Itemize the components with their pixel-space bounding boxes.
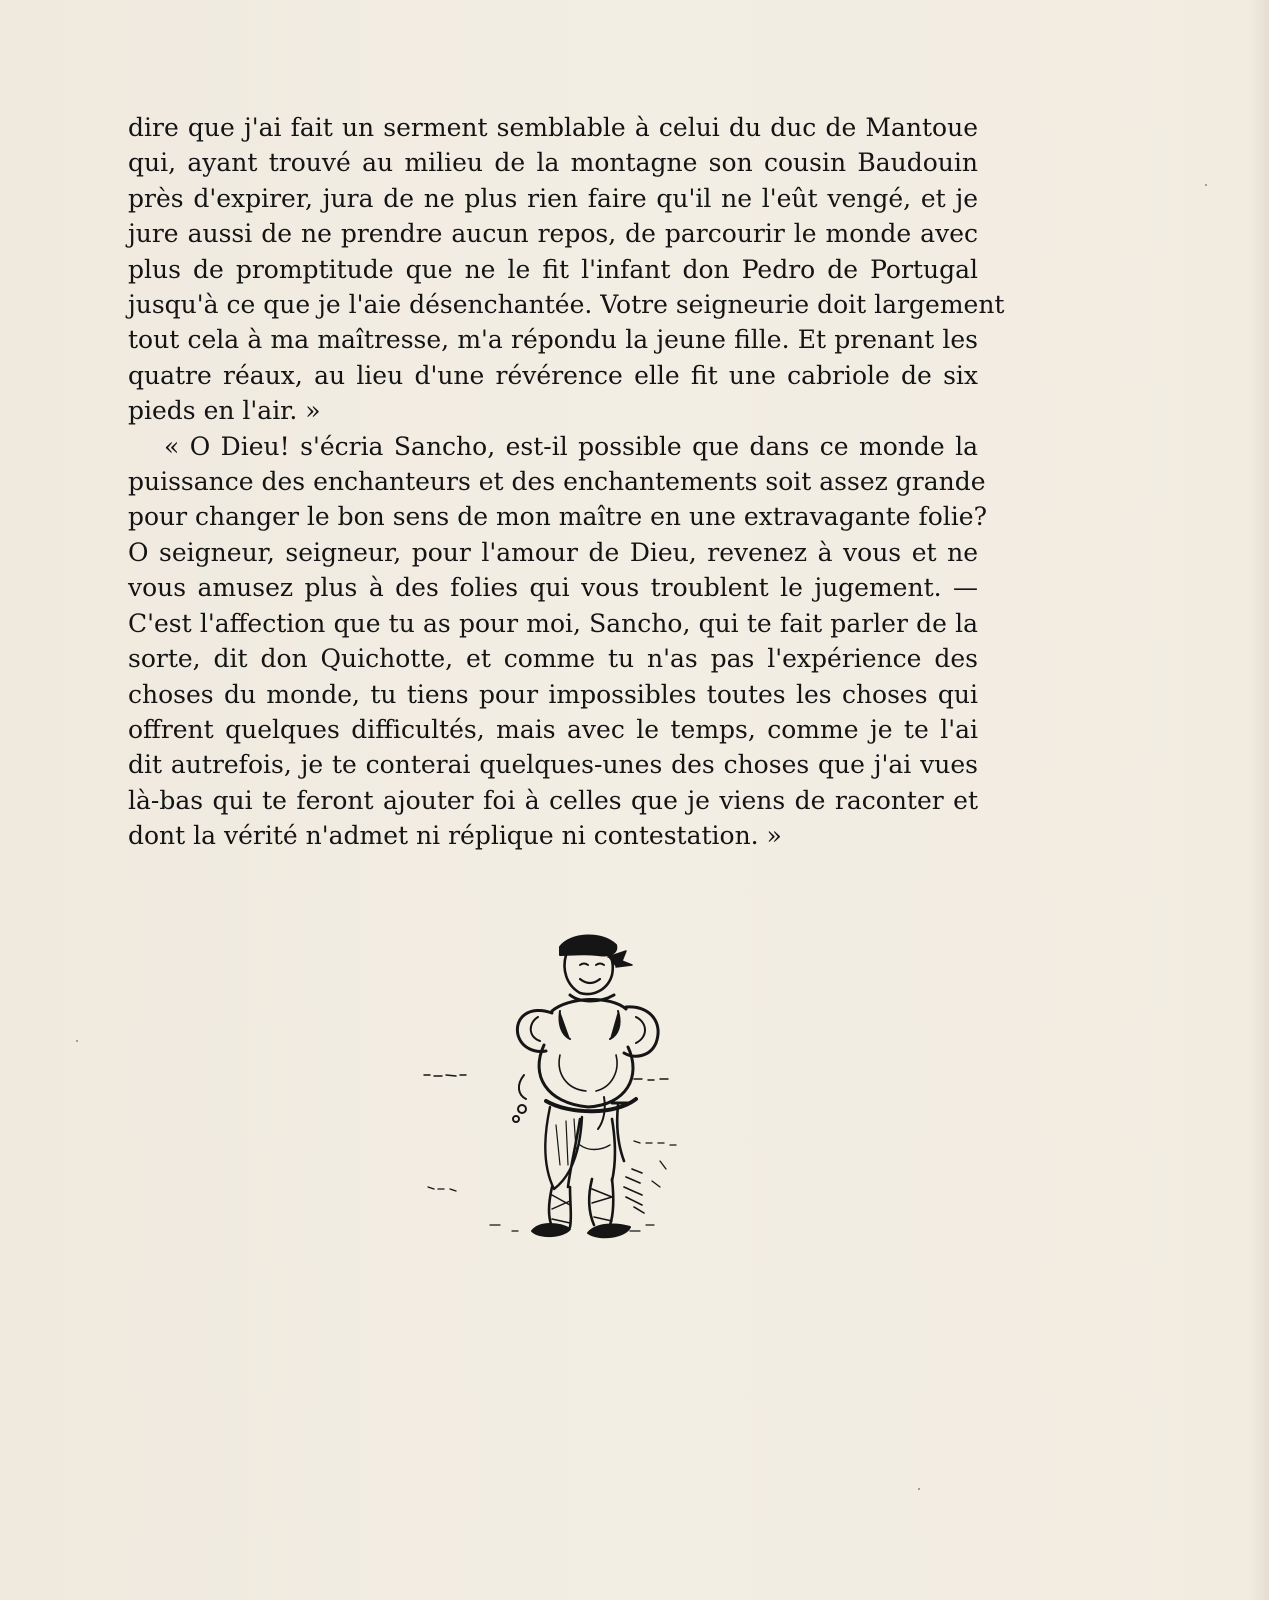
text-line: vous amusez plus à des folies qui vous troublent le jugement. — bbox=[128, 573, 978, 603]
text-line: sorte, dit don Quichotte, et comme tu n'as pas l'expérience des bbox=[128, 644, 978, 674]
text-line: jusqu'à ce que je l'aie désenchantée. Votre seigneurie doit largement bbox=[128, 290, 1005, 320]
text-line: C'est l'affection que tu as pour moi, Sancho, qui te fait parler de la bbox=[128, 608, 978, 638]
text-line: puissance des enchanteurs et des enchantements soit assez grande bbox=[128, 467, 986, 497]
paragraph-end-line: pieds en l'air. » bbox=[128, 396, 321, 426]
text-line: dit autrefois, je te conterai quelques-unes des choses que j'ai vues bbox=[128, 750, 978, 780]
text-line: quatre réaux, au lieu d'une révérence elle fit une cabriole de six bbox=[128, 360, 978, 390]
page-edge-shadow bbox=[1249, 0, 1269, 1600]
paper-speck bbox=[76, 1040, 78, 1042]
text-line: O seigneur, seigneur, pour l'amour de Dieu, revenez à vous et ne bbox=[128, 537, 978, 567]
text-line: offrent quelques difficultés, mais avec le temps, comme je te l'ai bbox=[128, 714, 978, 744]
text-line: pour changer le bon sens de mon maître en une extravagante folie? bbox=[128, 502, 987, 532]
paper-speck bbox=[1205, 184, 1207, 186]
text-line: plus de promptitude que ne le fit l'infant don Pedro de Portugal bbox=[128, 254, 978, 284]
text-line: jure aussi de ne prendre aucun repos, de parcourir le monde avec bbox=[128, 219, 978, 249]
text-line: près d'expirer, jura de ne plus rien faire qu'il ne l'eût vengé, et je bbox=[128, 183, 978, 213]
text-line: qui, ayant trouvé au milieu de la montagne son cousin Baudouin bbox=[128, 148, 978, 178]
text-line: choses du monde, tu tiens pour impossibles toutes les choses qui bbox=[128, 679, 978, 709]
text-line: tout cela à ma maîtresse, m'a répondu la jeune fille. Et prenant les bbox=[128, 325, 978, 355]
text-line: là-bas qui te feront ajouter foi à celles que je viens de raconter et bbox=[128, 785, 978, 815]
text-line: dire que j'ai fait un serment semblable à celui du duc de Mantoue bbox=[128, 113, 978, 142]
body-text bbox=[128, 110, 1005, 854]
sancho-illustration bbox=[420, 925, 700, 1255]
paragraph-start-line: « O Dieu! s'écria Sancho, est-il possible que dans ce monde la bbox=[164, 431, 978, 461]
paragraph-end-line: dont la vérité n'admet ni réplique ni contestation. » bbox=[128, 821, 782, 851]
paper-speck bbox=[918, 1488, 920, 1490]
